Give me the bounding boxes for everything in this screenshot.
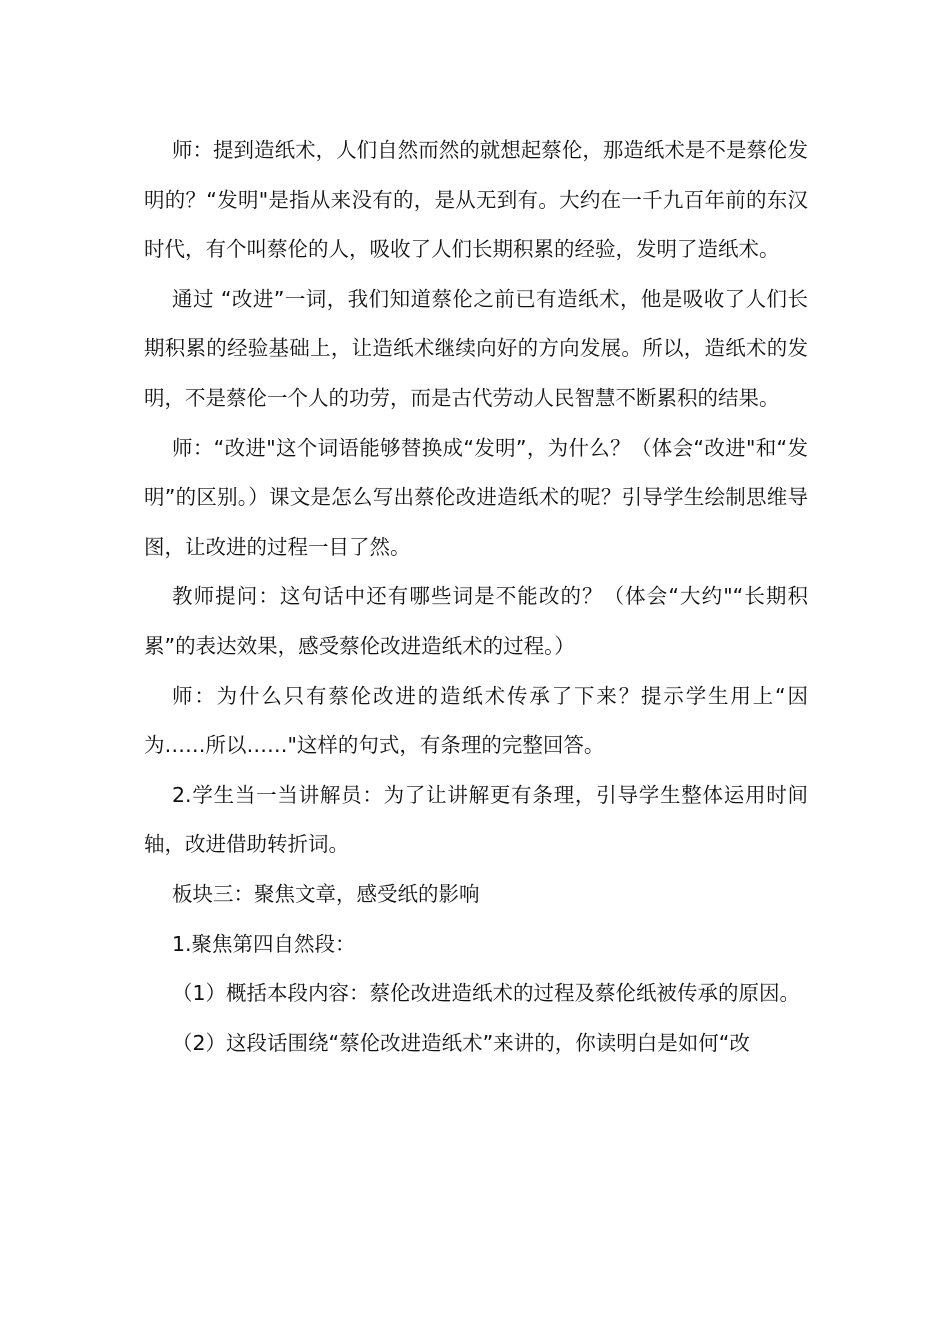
- paragraph-teacher-invention: 师：提到造纸术，人们自然而然的就想起蔡伦，那造纸术是不是蔡伦发明的？“发明"是指从来没有的，是从无到有。大约在一千九百年前的东汉时代，有个叫蔡伦的人，吸收了人们长期积累的经验，发明了造纸术。: [144, 138, 808, 262]
- list-item-surrounding-topic: （2）这段话围绕“蔡伦改进造纸术”来讲的，你读明白是如何“改: [172, 1030, 750, 1055]
- paragraph-teacher-why-passed-down: 师：为什么只有蔡伦改进的造纸术传承了下来？提示学生用上“因为……所以……"这样的句式，有条理的完整回答。: [144, 683, 808, 758]
- section-heading-block-three: 板块三：聚焦文章，感受纸的影响: [172, 881, 480, 906]
- subheading-fourth-paragraph: 1.聚焦第四自然段：: [172, 931, 356, 956]
- paragraph-teacher-question: 教师提问：这句话中还有哪些词是不能改的？（体会“大约"“长期积累”的表达效果，感受蔡伦改进造纸术的过程。）: [144, 584, 808, 658]
- paragraph-improvement-explanation: 通过 “改进”一词，我们知道蔡伦之前已有造纸术，他是吸收了人们长期积累的经验基础上，让造纸术继续向好的方向发展。所以，造纸术的发明，不是蔡伦一个人的功劳，而是古代劳动人民智慧不断累积的结果。: [144, 286, 808, 410]
- list-item-summary: （1）概括本段内容：蔡伦改进造纸术的过程及蔡伦纸被传承的原因。: [172, 981, 801, 1006]
- paragraph-student-narrator: 2.学生当一当讲解员：为了让讲解更有条理，引导学生整体运用时间轴，改进借助转折词。: [144, 782, 808, 857]
- document-page: [144, 126, 808, 1068]
- paragraph-teacher-replace-word: 师：“改进"这个词语能够替换成“发明”，为什么？（体会“改进"和“发明”的区别。）课文是怎么写出蔡伦改进造纸术的呢？引导学生绘制思维导图，让改进的过程一目了然。: [144, 435, 808, 559]
